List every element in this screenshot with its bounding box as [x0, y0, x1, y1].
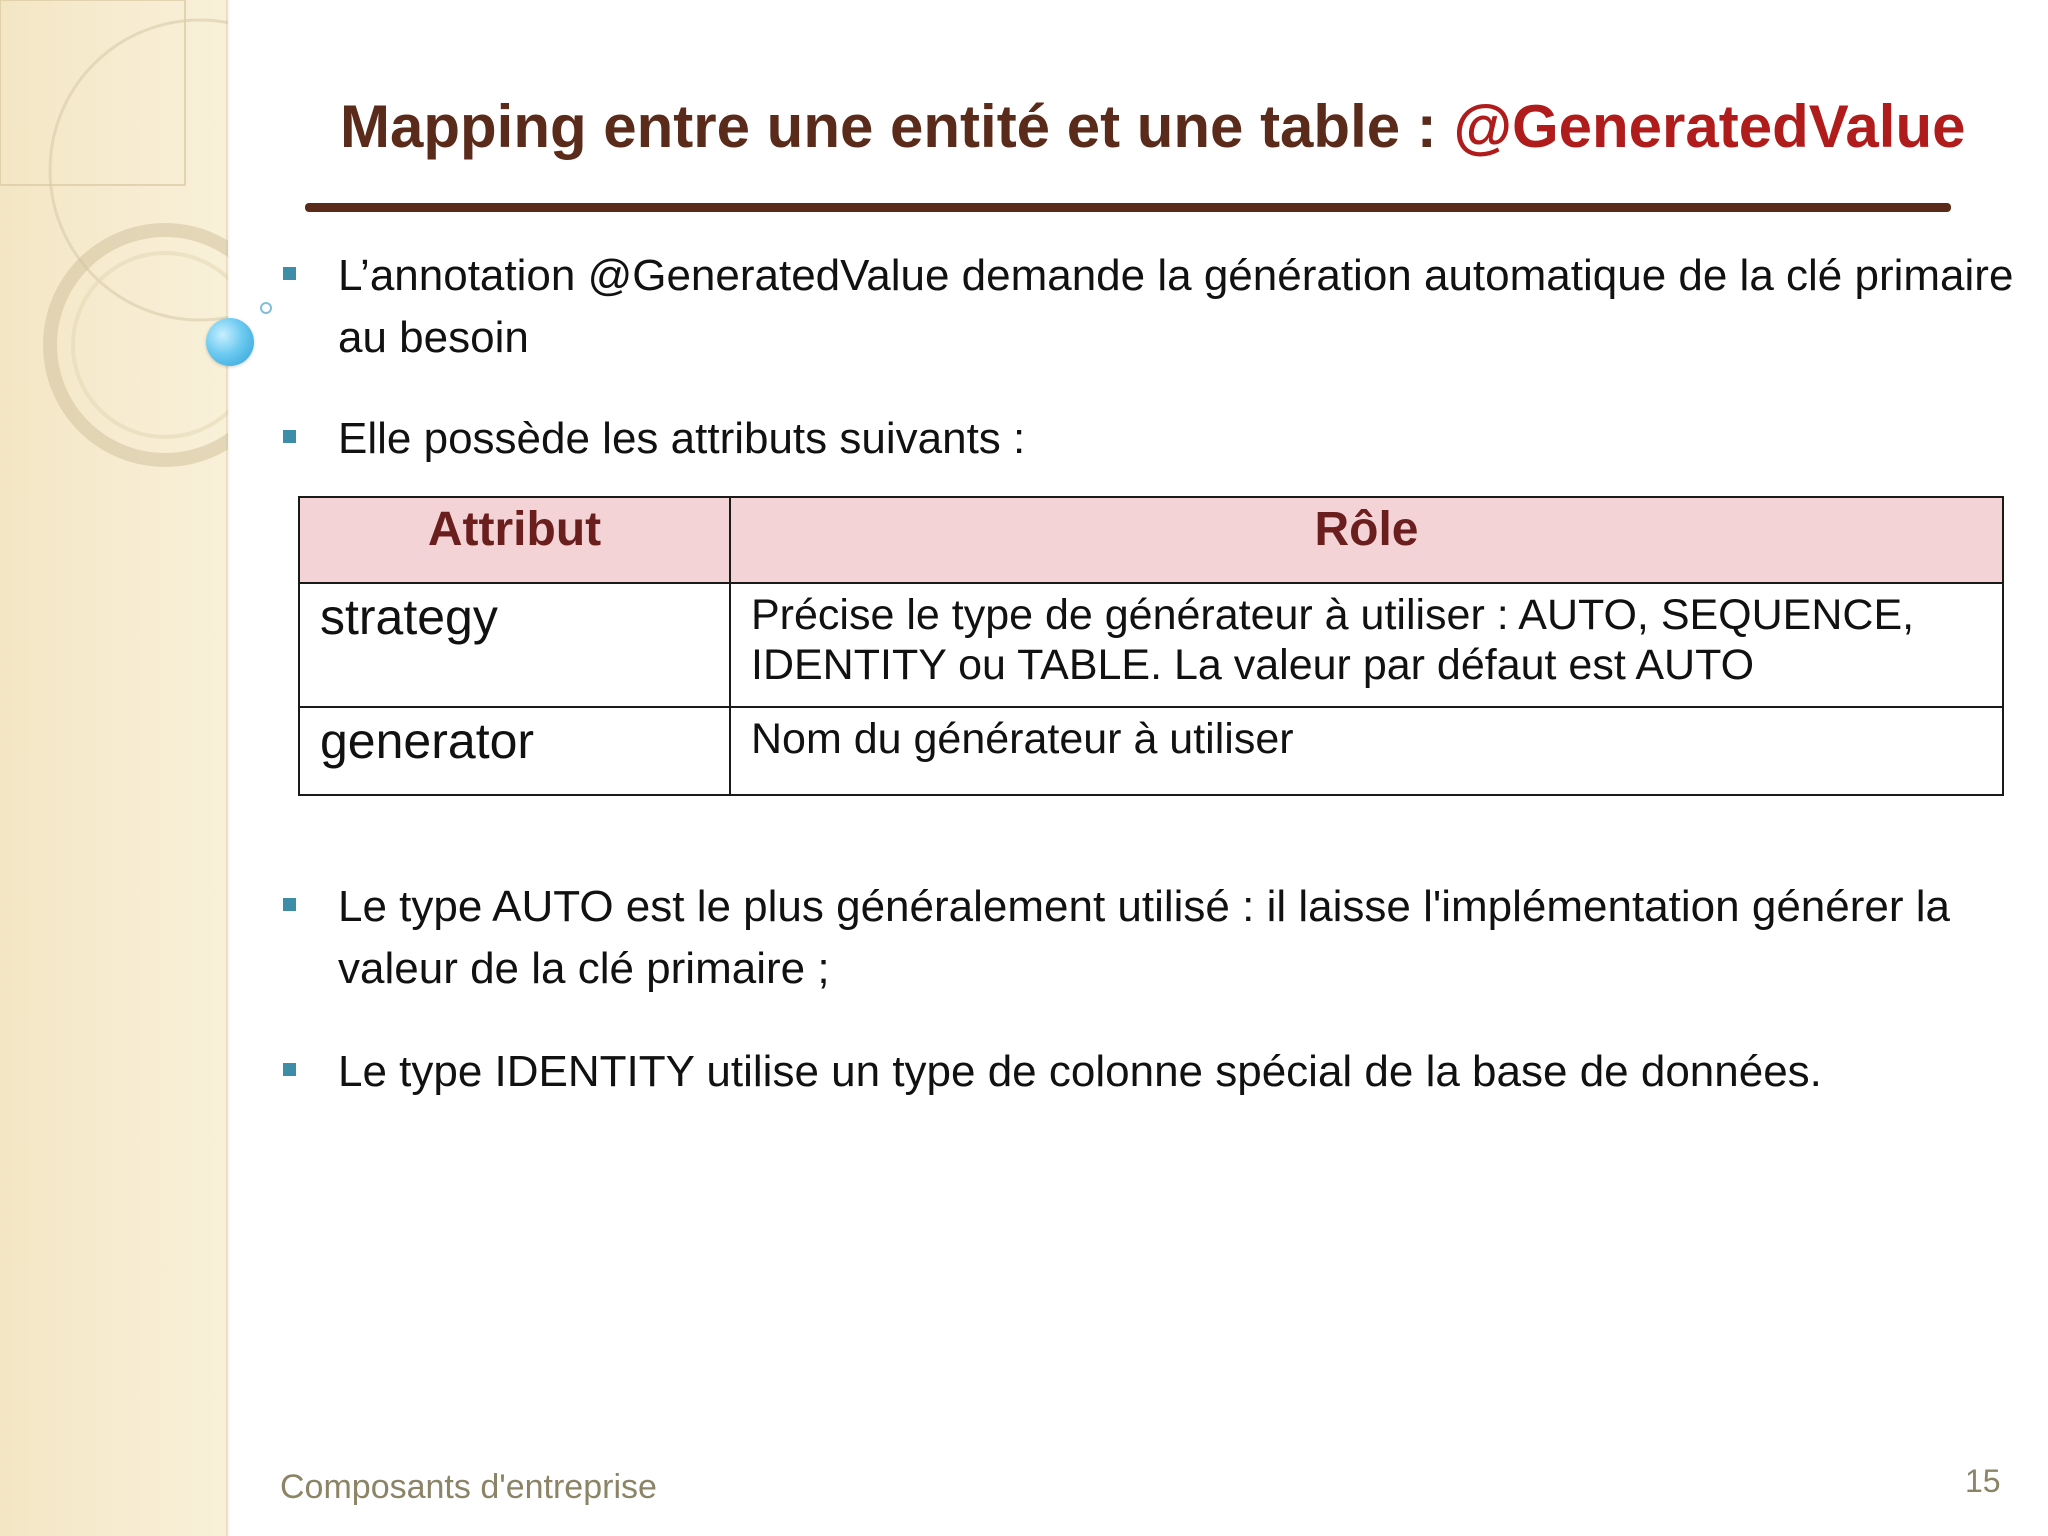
header-role: Rôle — [730, 497, 2003, 583]
table-row — [299, 583, 2003, 707]
small-bubble-ornament — [260, 302, 272, 314]
attribute-role-cell: Nom du générateur à utiliser — [730, 707, 2003, 795]
title-underline — [305, 203, 1951, 212]
bullet-item — [338, 876, 2038, 1000]
footer-course-name: Composants d'entreprise — [280, 1468, 657, 1506]
bullet-item — [338, 245, 2038, 369]
bullet-item — [338, 408, 2038, 470]
slide-title-accent: @GeneratedValue — [1453, 93, 1966, 160]
bullet-square-icon — [283, 898, 296, 911]
attributes-table — [298, 496, 2004, 796]
attribute-name-cell: strategy — [299, 583, 730, 707]
bullet-text: L’annotation @GeneratedValue demande la génération automatique de la clé primaire au besoin — [338, 251, 2014, 362]
attribute-role-cell: Précise le type de générateur à utiliser : AUTO, SEQUENCE, IDENTITY ou TABLE. La valeur par défaut est AUTO — [730, 583, 2003, 707]
table-header-row — [299, 497, 2003, 583]
bullet-text: Elle possède les attributs suivants : — [338, 414, 1026, 463]
bullet-square-icon — [283, 267, 296, 280]
page-number: 15 — [1965, 1463, 2001, 1499]
decorative-side-band — [0, 0, 228, 1536]
bullet-text: Le type AUTO est le plus généralement utilisé : il laisse l'implémentation générer la valeur de la clé primaire ; — [338, 882, 1950, 993]
bullet-square-icon — [283, 1063, 296, 1076]
slide-title — [340, 92, 1966, 161]
decorative-rings — [0, 0, 228, 1536]
attribute-name-cell: generator — [299, 707, 730, 795]
bullet-item — [338, 1041, 2038, 1103]
band-edge-shadow — [226, 0, 230, 1536]
table-row — [299, 707, 2003, 795]
header-attribut: Attribut — [299, 497, 730, 583]
slide-title-main: Mapping entre une entité et une table : — [340, 93, 1454, 160]
bullet-text: Le type IDENTITY utilise un type de colonne spécial de la base de données. — [338, 1047, 1822, 1096]
blue-bubble-ornament — [206, 318, 254, 366]
bullet-square-icon — [283, 430, 296, 443]
